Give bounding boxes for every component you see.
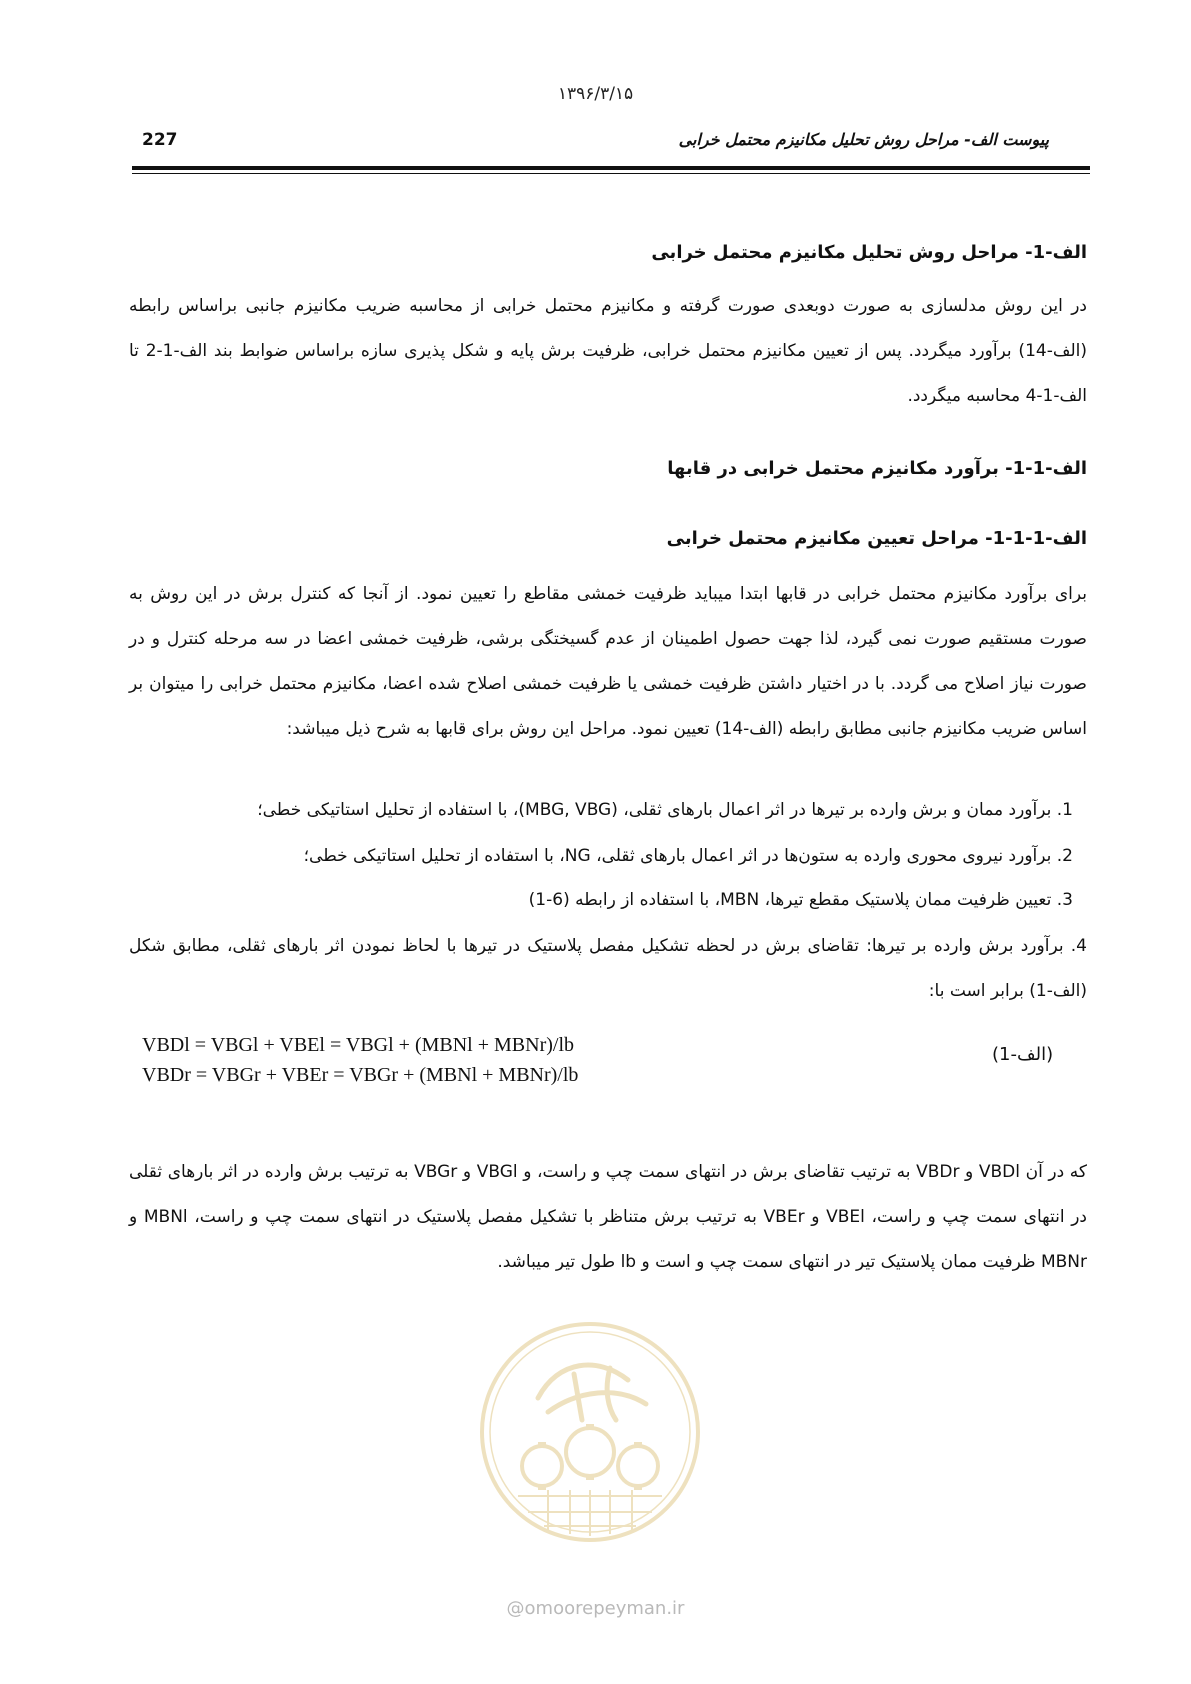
at-icon: @ (506, 1598, 525, 1619)
explanation-paragraph: که در آن VBDl و VBDr به ترتیب تقاضای برش در انتهای سمت چپ و راست، و VBGl و VBGr به ترتیب برش وارده در اثر بارهای ثقلی در انتهای سمت چپ و راست، VBEl و VBEr به ترتیب برش متناظر با تشکیل مفصل پلاستیک در انتهای سمت چپ و راست، MBNl و MBNr ظرفیت ممان پلاستیک تیر در انتهای سمت چپ و است و lb طول تیر میباشد. (129, 1162, 1087, 1272)
header-rule (132, 166, 1090, 170)
equation-number: (الف-1) (992, 1044, 1054, 1065)
header-rule-thin (132, 173, 1090, 174)
procedure-paragraph: برای برآورد مکانیزم محتمل خرابی در قابها ابتدا میباید ظرفیت خمشی مقاطع را تعیین نمود. از آنجا که کنترل برش در این روش به صورت مستقیم صورت نمی گیرد، لذا جهت حصول اطمینان از عدم گسیختگی برشی، ظرفیت خمشی اعضا در سه مرحله کنترل و در صورت نیاز اصلاح می گردد. با در اختیار داشتن ظرفیت خمشی یا ظرفیت خمشی اصلاح شده اعضا، مکانیزم محتمل خرابی را میتوان بر اساس ضریب مکانیزم جانبی مطابق رابطه (الف-14) تعیین نمود. مراحل این روش برای قابها به شرح ذیل میباشد: (129, 584, 1087, 739)
step-item: 4. برآورد برش وارده بر تیرها: تقاضای برش در لحظه تشکیل مفصل پلاستیک در تیرها با لحاظ نمودن اثر بارهای ثقلی، مطابق شکل (الف-1) برابر است با: (129, 936, 1087, 1001)
omoorepeyman-stamp-logo (478, 1320, 702, 1544)
intro-paragraph: در این روش مدلسازی به صورت دوبعدی صورت گرفته و مکانیزم محتمل خرابی از محاسبه ضریب مکانیزم جانبی براساس رابطه (الف-14) برآورد میگردد. پس از تعیین مکانیزم محتمل خرابی، ظرفیت برش پایه و شکل پذیری سازه براساس ضوابط بند الف-1-2 تا الف-1-4 محاسبه میگردد. (129, 296, 1087, 406)
equation-line-right: VBDr = VBGr + VBEr = VBGr + (MBNl + MBNr)/lb (142, 1064, 579, 1086)
step-item: 3. تعیین ظرفیت ممان پلاستیک مقطع تیرها، MBN، با استفاده از رابطه (6-1) (528, 890, 1073, 910)
document-date: ۱۳۹۶/۳/۱۵ (557, 84, 634, 104)
equation (142, 1030, 662, 1090)
watermark-url (0, 1598, 1191, 1619)
step-item: 2. برآورد نیروی محوری وارده به ستون‌ها در اثر اعمال بارهای ثقلی، NG، با استفاده از تحلیل استاتیکی خطی؛ (303, 846, 1073, 866)
running-head: پیوست الف- مراحل روش تحلیل مکانیزم محتمل خرابی (678, 130, 1049, 149)
subsection-heading: الف-1-1- برآورد مکانیزم محتمل خرابی در قابها (667, 458, 1087, 479)
page-number: 227 (142, 130, 178, 150)
step-item: 1. برآورد ممان و برش وارده بر تیرها در اثر اعمال بارهای ثقلی، (MBG, VBG)، با استفاده از تحلیل استاتیکی خطی؛ (257, 800, 1073, 820)
watermark-site: omoorepeyman.ir (524, 1598, 685, 1619)
subsubsection-heading: الف-1-1-1- مراحل تعیین مکانیزم محتمل خرابی (666, 528, 1087, 549)
equation-line-left: VBDl = VBGl + VBEl = VBGl + (MBNl + MBNr)/lb (142, 1034, 575, 1056)
section-heading: الف-1- مراحل روش تحلیل مکانیزم محتمل خرابی (651, 242, 1087, 263)
